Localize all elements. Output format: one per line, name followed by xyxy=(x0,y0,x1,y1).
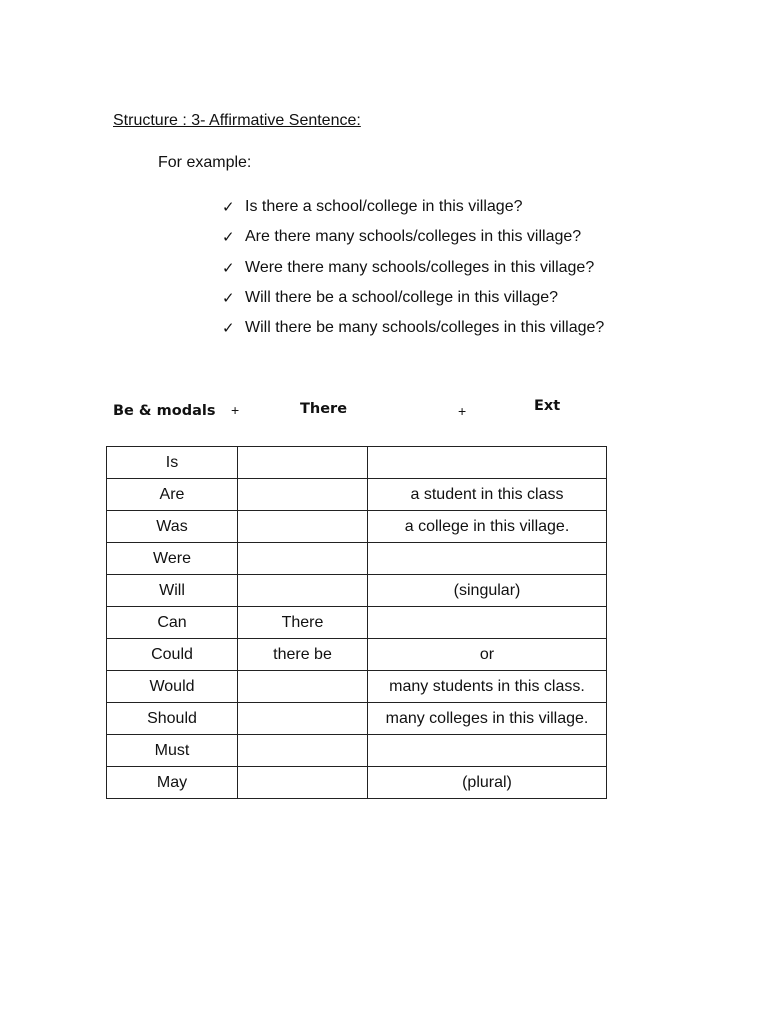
table-row xyxy=(107,767,607,799)
table-row xyxy=(107,703,607,735)
table-cell: Can xyxy=(107,607,238,639)
table-cell: many colleges in this village. xyxy=(368,703,607,735)
example-sentence: Is there a school/college in this village? xyxy=(245,198,523,215)
table-cell: a student in this class xyxy=(368,479,607,511)
table-cell xyxy=(238,543,368,575)
list-item xyxy=(222,259,604,289)
table-row xyxy=(107,639,607,671)
table-cell: Are xyxy=(107,479,238,511)
table-cell: There xyxy=(238,607,368,639)
example-sentence: Are there many schools/colleges in this village? xyxy=(245,228,582,246)
table-cell: Will xyxy=(107,575,238,607)
table-row xyxy=(107,543,607,575)
example-sentence: Will there be many schools/colleges in this village? xyxy=(245,319,605,337)
table-cell: Could xyxy=(107,639,238,671)
table-cell: Was xyxy=(107,511,238,543)
table-cell xyxy=(238,671,368,703)
table-row xyxy=(107,447,607,479)
example-list xyxy=(222,198,604,349)
example-sentence: Were there many schools/colleges in this village? xyxy=(245,258,595,276)
checkmark-icon: ✓ xyxy=(222,199,235,216)
checkmark-icon: ✓ xyxy=(222,320,235,338)
list-item xyxy=(222,228,604,258)
list-item xyxy=(222,289,604,319)
table-cell xyxy=(368,543,607,575)
table-cell xyxy=(238,735,368,767)
table-row xyxy=(107,671,607,703)
table-cell xyxy=(238,447,368,479)
formula-ext: Ext xyxy=(534,398,561,414)
checkmark-icon: ✓ xyxy=(222,289,235,307)
table-row xyxy=(107,607,607,639)
table-row xyxy=(107,575,607,607)
checkmark-icon: ✓ xyxy=(222,259,235,277)
formula-plus-2: + xyxy=(458,403,467,419)
formula-there: There xyxy=(300,401,348,417)
table-cell xyxy=(238,767,368,799)
formula-be-modals: Be & modals xyxy=(113,403,216,419)
table-cell: Were xyxy=(107,543,238,575)
table-cell xyxy=(368,735,607,767)
structure-table xyxy=(106,446,607,799)
table-row xyxy=(107,479,607,511)
formula-plus-1: + xyxy=(231,402,240,418)
table-cell: (plural) xyxy=(368,767,607,799)
table-cell xyxy=(238,511,368,543)
table-cell xyxy=(238,575,368,607)
example-sentence: Will there be a school/college in this village? xyxy=(245,288,559,306)
table-row xyxy=(107,511,607,543)
table-row xyxy=(107,735,607,767)
table-cell: a college in this village. xyxy=(368,511,607,543)
list-item xyxy=(222,198,604,228)
table-cell: Must xyxy=(107,735,238,767)
table-cell xyxy=(238,703,368,735)
table-cell: Is xyxy=(107,447,238,479)
table-cell xyxy=(368,607,607,639)
list-item xyxy=(222,319,604,349)
table-cell: there be xyxy=(238,639,368,671)
table-cell xyxy=(238,479,368,511)
intro-text: For example: xyxy=(158,154,252,171)
table-cell xyxy=(368,447,607,479)
page-title: Structure : 3- Affirmative Sentence: xyxy=(113,112,361,129)
table-cell: May xyxy=(107,767,238,799)
table-cell: Should xyxy=(107,703,238,735)
table-cell: many students in this class. xyxy=(368,671,607,703)
table-cell: or xyxy=(368,639,607,671)
table-cell: (singular) xyxy=(368,575,607,607)
checkmark-icon: ✓ xyxy=(222,229,235,247)
table-cell: Would xyxy=(107,671,238,703)
